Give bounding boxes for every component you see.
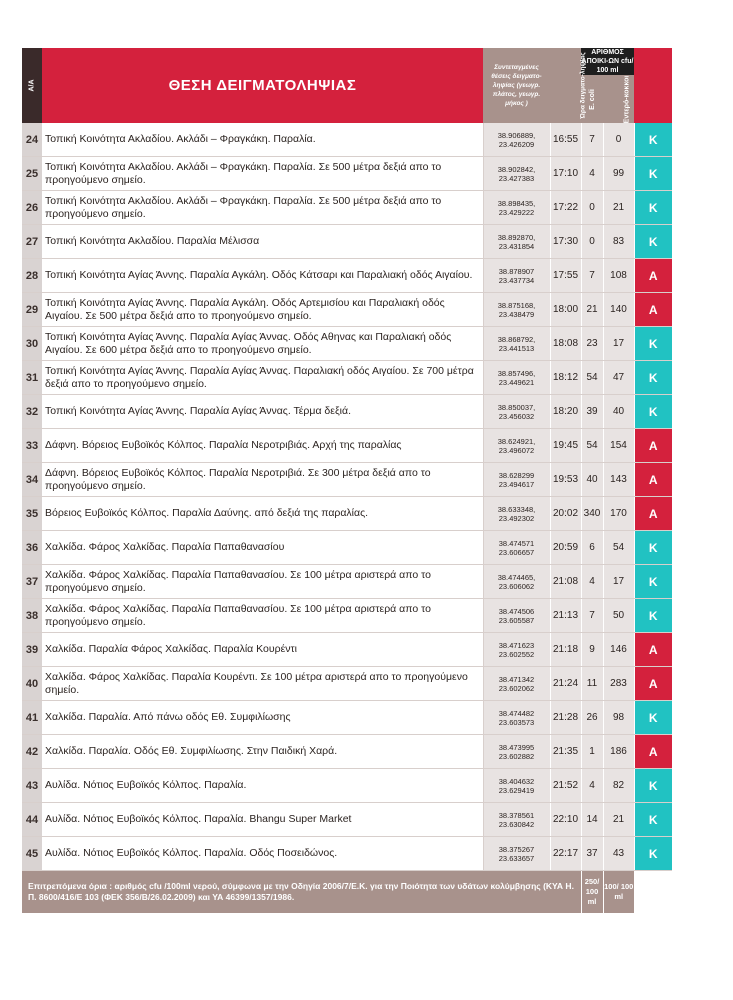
ecoli-cell: 11 — [581, 667, 603, 701]
time-cell: 19:53 — [550, 463, 581, 497]
ecoli-cell: 23 — [581, 327, 603, 361]
location-cell: Χαλκίδα. Φάρος Χαλκίδας. Παραλία Παπαθανασίου. Σε 100 μέτρα αριστερά απο το προηγούμενο σημείο. — [42, 599, 483, 633]
time-cell: 18:12 — [550, 361, 581, 395]
longitude: 23.603573 — [498, 717, 535, 727]
footer-limits-note: Επιτρεπόμενα όρια : αριθμός cfu /100ml νερού, σύμφωνα με την Οδηγία 2006/7/Ε.Κ. για την Ποιότητα των υδάτων κολύμβησης (ΚΥΑ Η. Π. 8600/416/Ε 103 (ΦΕΚ 356/Β/26.02.2009) και ΥΑ 46399/1357/1986. — [22, 871, 581, 914]
coordinates-cell — [483, 803, 550, 837]
table-row — [22, 599, 672, 633]
location-cell: Τοπική Κοινότητα Ακλαδίου. Ακλάδι – Φραγκάκη. Παραλία. Σε 500 μέτρα δεξιά απο το προηγούμενο σημείο. — [42, 157, 483, 191]
time-cell: 20:02 — [550, 497, 581, 531]
latitude: 38.471623 — [498, 640, 535, 650]
table-row — [22, 803, 672, 837]
location-cell: Τοπική Κοινότητα Αγίας Άννης. Παραλία Αγίας Άννας. Οδός Αθηνας και Παραλιακή οδός Αιγαίου. Σε 600 μέτρα δεξιά απο το προηγούμενο σημείο. — [42, 327, 483, 361]
latitude: 38.375267 — [498, 844, 535, 854]
enterococci-cell: 170 — [603, 497, 634, 531]
header-ecoli: E. coli — [581, 75, 603, 123]
table-row — [22, 293, 672, 327]
coordinates-cell — [483, 735, 550, 769]
row-number: 32 — [22, 395, 42, 429]
enterococci-cell: 98 — [603, 701, 634, 735]
coordinates-cell — [483, 667, 550, 701]
coordinates-cell — [483, 531, 550, 565]
classification-badge: Κ — [634, 225, 672, 259]
latitude: 38.875168, — [497, 300, 536, 310]
longitude: 23.629419 — [498, 785, 535, 795]
classification-badge: Κ — [634, 803, 672, 837]
row-number: 35 — [22, 497, 42, 531]
location-cell: Βόρειος Ευβοϊκός Κόλπος. Παραλία Δαύνης. από δεξιά της παραλίας. — [42, 497, 483, 531]
time-cell: 21:24 — [550, 667, 581, 701]
longitude: 23.633657 — [498, 853, 535, 863]
location-cell: Δάφνη. Βόρειος Ευβοϊκός Κόλπος. Παραλία Νεροτριβιά. Σε 300 μέτρα δεξιά απο το προηγούμενο σημείο. — [42, 463, 483, 497]
location-cell: Χαλκίδα. Παραλία. Οδός Εθ. Συμφιλίωσης. Στην Παιδική Χαρά. — [42, 735, 483, 769]
location-cell: Αυλίδα. Νότιος Ευβοϊκός Κόλπος. Παραλία. — [42, 769, 483, 803]
latitude: 38.474506 — [498, 606, 535, 616]
row-number: 40 — [22, 667, 42, 701]
enterococci-cell: 82 — [603, 769, 634, 803]
longitude: 23.606062 — [498, 581, 535, 591]
row-number: 26 — [22, 191, 42, 225]
coordinates-cell — [483, 429, 550, 463]
enterococci-cell: 283 — [603, 667, 634, 701]
table-row — [22, 361, 672, 395]
time-cell: 20:59 — [550, 531, 581, 565]
enterococci-cell: 0 — [603, 123, 634, 157]
classification-badge: Κ — [634, 701, 672, 735]
ecoli-cell: 7 — [581, 599, 603, 633]
ecoli-cell: 37 — [581, 837, 603, 871]
location-cell: Χαλκίδα. Φάρος Χαλκίδας. Παραλία Παπαθανασίου. Σε 100 μέτρα αριστερά απο το προηγούμενο σημείο. — [42, 565, 483, 599]
enterococci-cell: 21 — [603, 803, 634, 837]
header-enterococci: Εντερό-κοκκοι — [603, 75, 634, 123]
location-cell: Τοπική Κοινότητα Αγίας Άννης. Παραλία Αγκάλη. Οδός Αρτεμισίου και Παραλιακή οδός Αιγαίου. Σε 500 μέτρα δεξιά απο το προηγούμενο σημείο. — [42, 293, 483, 327]
table-row — [22, 191, 672, 225]
ecoli-cell: 0 — [581, 225, 603, 259]
table-row — [22, 735, 672, 769]
classification-badge: Α — [634, 497, 672, 531]
enterococci-cell: 140 — [603, 293, 634, 327]
longitude: 23.438479 — [498, 309, 535, 319]
footer-limit-ecoli: 250/ 100 ml — [581, 871, 603, 914]
coordinates-cell — [483, 191, 550, 225]
enterococci-cell: 43 — [603, 837, 634, 871]
enterococci-cell: 108 — [603, 259, 634, 293]
latitude: 38.474482 — [498, 708, 535, 718]
location-cell: Αυλίδα. Νότιος Ευβοϊκός Κόλπος. Παραλία. Bhangu Super Market — [42, 803, 483, 837]
table-row — [22, 225, 672, 259]
longitude: 23.602062 — [498, 683, 535, 693]
enterococci-cell: 186 — [603, 735, 634, 769]
time-cell: 17:55 — [550, 259, 581, 293]
table-row — [22, 123, 672, 157]
longitude: 23.431854 — [498, 241, 535, 251]
classification-badge: Κ — [634, 123, 672, 157]
longitude: 23.441513 — [498, 343, 535, 353]
coordinates-cell — [483, 701, 550, 735]
coordinates-cell — [483, 633, 550, 667]
enterococci-cell: 143 — [603, 463, 634, 497]
table-row — [22, 463, 672, 497]
latitude: 38.473995 — [498, 742, 535, 752]
classification-badge: Κ — [634, 837, 672, 871]
longitude: 23.492302 — [498, 513, 535, 523]
row-number: 29 — [22, 293, 42, 327]
enterococci-cell: 17 — [603, 327, 634, 361]
ecoli-cell: 39 — [581, 395, 603, 429]
row-number: 44 — [22, 803, 42, 837]
time-cell: 17:10 — [550, 157, 581, 191]
enterococci-cell: 154 — [603, 429, 634, 463]
table-row — [22, 769, 672, 803]
table-row — [22, 157, 672, 191]
location-cell: Τοπική Κοινότητα Ακλαδίου. Παραλία Μέλισσα — [42, 225, 483, 259]
longitude: 23.437734 — [498, 275, 535, 285]
latitude: 38.404632 — [498, 776, 535, 786]
table-row — [22, 429, 672, 463]
ecoli-cell: 40 — [581, 463, 603, 497]
latitude: 38.906889, — [497, 130, 536, 140]
longitude: 23.602552 — [498, 649, 535, 659]
table-row — [22, 701, 672, 735]
enterococci-cell: 146 — [603, 633, 634, 667]
row-number: 41 — [22, 701, 42, 735]
longitude: 23.427383 — [498, 173, 535, 183]
table-row — [22, 531, 672, 565]
coordinates-cell — [483, 565, 550, 599]
time-cell: 21:08 — [550, 565, 581, 599]
latitude: 38.628299 — [498, 470, 535, 480]
coordinates-cell — [483, 361, 550, 395]
table-row — [22, 667, 672, 701]
latitude: 38.474571 — [498, 538, 535, 548]
location-cell: Χαλκίδα. Φάρος Χαλκίδας. Παραλία Κουρέντι. Σε 100 μέτρα αριστερά απο το προηγούμενο σημείο. — [42, 667, 483, 701]
ecoli-cell: 7 — [581, 259, 603, 293]
coordinates-cell — [483, 157, 550, 191]
header-title: ΘΕΣΗ ΔΕΙΓΜΑΤΟΛΗΨΙΑΣ — [42, 48, 483, 123]
enterococci-cell: 50 — [603, 599, 634, 633]
coordinates-cell — [483, 463, 550, 497]
latitude: 38.474465, — [497, 572, 536, 582]
classification-badge: Α — [634, 463, 672, 497]
ecoli-cell: 0 — [581, 191, 603, 225]
classification-badge: Α — [634, 667, 672, 701]
ecoli-cell: 54 — [581, 361, 603, 395]
classification-badge: Κ — [634, 157, 672, 191]
ecoli-cell: 54 — [581, 429, 603, 463]
longitude: 23.429222 — [498, 207, 535, 217]
coordinates-cell — [483, 837, 550, 871]
row-number: 24 — [22, 123, 42, 157]
coordinates-cell — [483, 225, 550, 259]
coordinates-cell — [483, 123, 550, 157]
location-cell: Τοπική Κοινότητα Ακλαδίου. Ακλάδι – Φραγκάκη. Παραλία. Σε 500 μέτρα δεξιά απο το προηγούμενο σημείο. — [42, 191, 483, 225]
longitude: 23.449621 — [498, 377, 535, 387]
latitude: 38.378561 — [498, 810, 535, 820]
latitude: 38.868792, — [497, 334, 536, 344]
row-number: 25 — [22, 157, 42, 191]
latitude: 38.857496, — [497, 368, 536, 378]
table-row — [22, 633, 672, 667]
coordinates-cell — [483, 293, 550, 327]
time-cell: 21:13 — [550, 599, 581, 633]
longitude: 23.426209 — [498, 139, 535, 149]
classification-badge: Α — [634, 429, 672, 463]
enterococci-cell: 17 — [603, 565, 634, 599]
latitude: 38.633348, — [497, 504, 536, 514]
time-cell: 22:10 — [550, 803, 581, 837]
enterococci-cell: 99 — [603, 157, 634, 191]
table-row — [22, 395, 672, 429]
classification-badge: Κ — [634, 327, 672, 361]
longitude: 23.496072 — [498, 445, 535, 455]
latitude: 38.902842, — [497, 164, 536, 174]
row-number: 33 — [22, 429, 42, 463]
table-row — [22, 497, 672, 531]
location-cell: Τοπική Κοινότητα Αγίας Άννης. Παραλία Αγίας Άννας. Παραλιακή οδός Αιγαίου. Σε 700 μέτρα δεξιά απο το προηγούμενο σημείο. — [42, 361, 483, 395]
row-number: 43 — [22, 769, 42, 803]
classification-badge: Α — [634, 735, 672, 769]
longitude: 23.456032 — [498, 411, 535, 421]
location-cell: Τοπική Κοινότητα Ακλαδίου. Ακλάδι – Φραγκάκη. Παραλία. — [42, 123, 483, 157]
location-cell: Χαλκίδα. Παραλία Φάρος Χαλκίδας. Παραλία Κουρέντι — [42, 633, 483, 667]
classification-badge: Κ — [634, 599, 672, 633]
coordinates-cell — [483, 327, 550, 361]
ecoli-cell: 4 — [581, 565, 603, 599]
ecoli-cell: 4 — [581, 769, 603, 803]
classification-badge: Κ — [634, 395, 672, 429]
time-cell: 18:00 — [550, 293, 581, 327]
row-number: 28 — [22, 259, 42, 293]
table-row — [22, 259, 672, 293]
row-number: 37 — [22, 565, 42, 599]
location-cell: Αυλίδα. Νότιος Ευβοϊκός Κόλπος. Παραλία. Οδός Ποσειδώνος. — [42, 837, 483, 871]
latitude: 38.892870, — [497, 232, 536, 242]
latitude: 38.898435, — [497, 198, 536, 208]
ecoli-cell: 1 — [581, 735, 603, 769]
ecoli-cell: 9 — [581, 633, 603, 667]
results-table-wrapper — [22, 36, 687, 913]
classification-badge: Κ — [634, 565, 672, 599]
row-number: 31 — [22, 361, 42, 395]
enterococci-cell: 47 — [603, 361, 634, 395]
ecoli-cell: 14 — [581, 803, 603, 837]
header-classification: ΚΑΤΑΛΛΗΛΑ (Κ) ΑΚΑΤΑΛΛΗΛΑ (Α) — [634, 48, 672, 123]
table-body — [22, 123, 672, 871]
row-number: 45 — [22, 837, 42, 871]
latitude: 38.471342 — [498, 674, 535, 684]
longitude: 23.630842 — [498, 819, 535, 829]
location-cell: Δάφνη. Βόρειος Ευβοϊκός Κόλπος. Παραλία Νεροτριβιάς. Αρχή της παραλίας — [42, 429, 483, 463]
coordinates-cell — [483, 259, 550, 293]
classification-badge: Κ — [634, 769, 672, 803]
longitude: 23.494617 — [498, 479, 535, 489]
header-colony-count: ΑΡΙΘΜΟΣ ΑΠΟΙΚΙ-ΩΝ cfu/ 100 ml — [581, 49, 634, 74]
row-number: 42 — [22, 735, 42, 769]
ecoli-cell: 6 — [581, 531, 603, 565]
footer-blank — [634, 871, 672, 914]
classification-badge: Α — [634, 293, 672, 327]
location-cell: Χαλκίδα. Φάρος Χαλκίδας. Παραλία Παπαθανασίου — [42, 531, 483, 565]
enterococci-cell: 40 — [603, 395, 634, 429]
table-row — [22, 327, 672, 361]
row-number: 39 — [22, 633, 42, 667]
time-cell: 16:55 — [550, 123, 581, 157]
ecoli-cell: 4 — [581, 157, 603, 191]
classification-badge: Κ — [634, 361, 672, 395]
time-cell: 19:45 — [550, 429, 581, 463]
coordinates-cell — [483, 599, 550, 633]
footer-limit-enterococci: 100/ 100 ml — [603, 871, 634, 914]
longitude: 23.602882 — [498, 751, 535, 761]
coordinates-cell — [483, 497, 550, 531]
coordinates-cell — [483, 769, 550, 803]
sampling-results-table — [22, 36, 687, 913]
row-number: 34 — [22, 463, 42, 497]
time-cell: 18:20 — [550, 395, 581, 429]
time-cell: 18:08 — [550, 327, 581, 361]
enterococci-cell: 21 — [603, 191, 634, 225]
time-cell: 21:52 — [550, 769, 581, 803]
ecoli-cell: 26 — [581, 701, 603, 735]
latitude: 38.878907 — [498, 266, 535, 276]
ecoli-cell: 7 — [581, 123, 603, 157]
classification-badge: Κ — [634, 531, 672, 565]
enterococci-cell: 54 — [603, 531, 634, 565]
coordinates-cell — [483, 395, 550, 429]
time-cell: 21:28 — [550, 701, 581, 735]
classification-badge: Α — [634, 259, 672, 293]
time-cell: 17:30 — [550, 225, 581, 259]
header-aa: Α/Α — [22, 48, 42, 123]
longitude: 23.605587 — [498, 615, 535, 625]
time-cell: 22:17 — [550, 837, 581, 871]
enterococci-cell: 83 — [603, 225, 634, 259]
longitude: 23.606657 — [498, 547, 535, 557]
ecoli-cell: 340 — [581, 497, 603, 531]
row-number: 27 — [22, 225, 42, 259]
header-coordinates: Συντεταγμένες θέσεις δειγματο-ληψίας (γεωγρ. πλάτος, γεωγρ. μήκος ) — [483, 48, 550, 123]
table-row — [22, 837, 672, 871]
latitude: 38.850037, — [497, 402, 536, 412]
row-number: 30 — [22, 327, 42, 361]
location-cell: Τοπική Κοινότητα Αγίας Άννης. Παραλία Αγκάλη. Οδός Κάτσαρι και Παραλιακή οδός Αιγαίου. — [42, 259, 483, 293]
time-cell: 21:35 — [550, 735, 581, 769]
ecoli-cell: 21 — [581, 293, 603, 327]
location-cell: Χαλκίδα. Παραλία. Από πάνω οδός Εθ. Συμφιλίωσης — [42, 701, 483, 735]
time-cell: 17:22 — [550, 191, 581, 225]
time-cell: 21:18 — [550, 633, 581, 667]
classification-badge: Α — [634, 633, 672, 667]
table-row — [22, 565, 672, 599]
latitude: 38.624921, — [497, 436, 536, 446]
header-time: Ώρα δειγματο-ληψίας — [550, 48, 581, 123]
row-number: 36 — [22, 531, 42, 565]
classification-badge: Κ — [634, 191, 672, 225]
row-number: 38 — [22, 599, 42, 633]
location-cell: Τοπική Κοινότητα Αγίας Άννης. Παραλία Αγίας Άννας. Τέρμα δεξιά. — [42, 395, 483, 429]
